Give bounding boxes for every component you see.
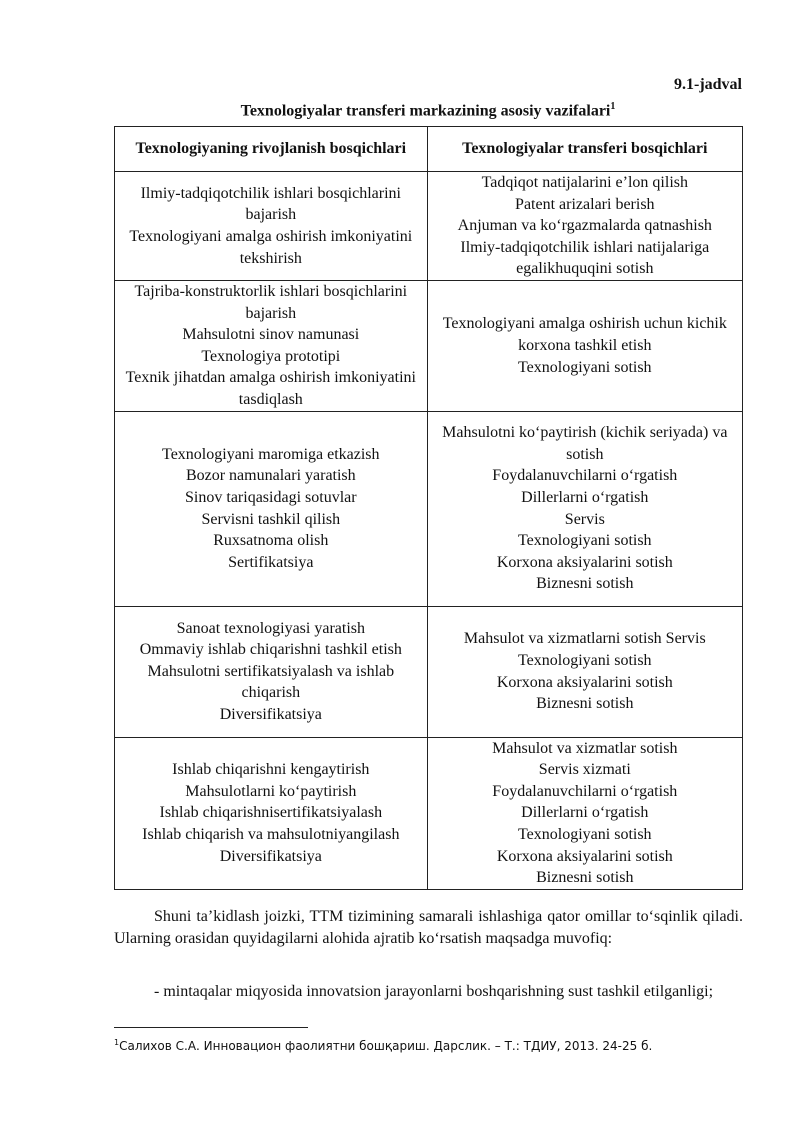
cell-line: Texnik jihatdan amalga oshirish imkoniyatini tasdiqlash [125,369,416,408]
cell-line: Sinov tariqasidagi sotuvlar [185,488,357,506]
cell-line: Ishlab chiqarishni kengaytirish [172,761,370,779]
body-paragraph: Shuni ta’kidlash joizki, TTM tizimining samarali ishlashiga qator omillar to‘sqinlik qiladi. Ularning orasidan quyidagilarni alohida ajratib ko‘rsatish maqsadga muvofiq: [114,908,743,947]
list-item: - mintaqalar miqyosida innovatsion jarayonlarni boshqarishning sust tashkil etilganligi; [154,983,714,1000]
cell-line: Texnologiyani amalga oshirish imkoniyatini tekshirish [129,227,413,267]
footnote [114,1038,652,1053]
cell-line: Texnologiyani amalga oshirish uchun kichik korxona tashkil etish [442,315,727,354]
cell-line: Ruxsatnoma olish [213,532,329,550]
cell-line: Biznesni sotish [536,869,634,887]
footnote-mark: 1 [114,1038,120,1047]
cell-line: Mahsulotni sertifikatsiyalash va ishlab chiqarish [147,662,395,702]
cell-line: Servisni tashkil qilish [201,510,341,528]
cell-line: Foydalanuvchilarni o‘rgatish [492,782,678,800]
table-row [115,606,743,737]
cell-line: Korxona aksiyalarini sotish [496,553,673,571]
cell-line: Ilmiy-tadqiqotchilik ishlari bosqichlarini bajarish [140,184,401,224]
cell-line: Tadqiqot natijalarini e’lon qilish [481,174,688,191]
cell-line: Dillerlarni o‘rgatish [521,804,649,822]
cell-line: Texnologiyani maromiga etkazish [162,445,380,463]
cell-line: Servis xizmati [538,761,631,779]
cell-line: Ishlab chiqarish va mahsulotniyangilash [142,825,400,843]
cell-line: Patent arizalari berish [515,195,655,213]
table-row [115,172,743,281]
cell-line: Korxona aksiyalarini sotish [496,673,673,691]
cell-line: Sanoat texnologiyasi yaratish [176,619,365,637]
transfer-stage-cell [427,280,742,411]
table-row [115,280,743,411]
cell-line: Texnologiyani sotish [518,825,652,843]
table-header-row [115,127,743,172]
development-stage-cell [115,172,428,281]
cell-line: Biznesni sotish [536,575,634,593]
stages-table [114,126,743,890]
table-title [0,101,800,120]
footnote-text: Салихов С.А. Инновацион фаолиятни бошқариш. Дарслик. – Т.: ТДИУ, 2013. 24-25 б. [119,1039,653,1053]
cell-line: Texnologiyani sotish [518,651,652,669]
cell-line: Servis [564,510,605,528]
cell-line: Korxona aksiyalarini sotish [496,847,673,865]
cell-line: Foydalanuvchilarni o‘rgatish [492,467,678,485]
transfer-stage-cell [427,172,742,281]
table-label: 9.1-jadval [674,76,742,93]
transfer-stage-cell [427,606,742,737]
table-title-text: Texnologiyalar transferi markazining asosiy vazifalari [240,102,611,120]
header-transfer-stages: Texnologiyalar transferi bosqichlari [427,127,742,172]
table-row [115,411,743,606]
development-stage-cell [115,280,428,411]
cell-line: Diversifikatsiya [219,705,322,723]
transfer-stage-cell [427,737,742,889]
cell-line: Bozor namunalari yaratish [185,467,356,485]
cell-line: Diversifikatsiya [219,847,322,865]
footnote-divider [114,1027,308,1028]
cell-line: Biznesni sotish [536,695,634,713]
cell-line: Mahsulot va xizmatlar sotish [492,739,678,757]
development-stage-cell [115,737,428,889]
cell-line: Mahsulot va xizmatlarni sotish Servis [463,630,706,648]
cell-line: Ilmiy-tadqiqotchilik ishlari natijalariga egalikhuquqini sotish [460,238,710,278]
cell-line: Texnologiya prototipi [201,347,341,365]
development-stage-cell [115,606,428,737]
footnote-ref: 1 [610,101,616,112]
header-development-stages: Texnologiyaning rivojlanish bosqichlari [115,127,428,172]
cell-line: Sertifikatsiya [228,553,314,571]
transfer-stage-cell [427,411,742,606]
cell-line: Anjuman va ko‘rgazmalarda qatnashish [457,217,712,235]
cell-line: Tajriba-konstruktorlik ishlari bosqichlarini bajarish [134,282,408,322]
cell-line: Ommaviy ishlab chiqarishni tashkil etish [139,641,402,659]
cell-line: Mahsulotlarni ko‘paytirish [185,782,357,800]
cell-line: Mahsulotni ko‘paytirish (kichik seriyada) va sotish [442,424,728,463]
cell-line: Ishlab chiqarishnisertifikatsiyalash [159,804,383,822]
cell-line: Dillerlarni o‘rgatish [521,488,649,506]
cell-line: Texnologiyani sotish [518,358,652,376]
cell-line: Texnologiyani sotish [518,532,652,550]
development-stage-cell [115,411,428,606]
table-row [115,737,743,889]
cell-line: Mahsulotni sinov namunasi [182,326,360,344]
